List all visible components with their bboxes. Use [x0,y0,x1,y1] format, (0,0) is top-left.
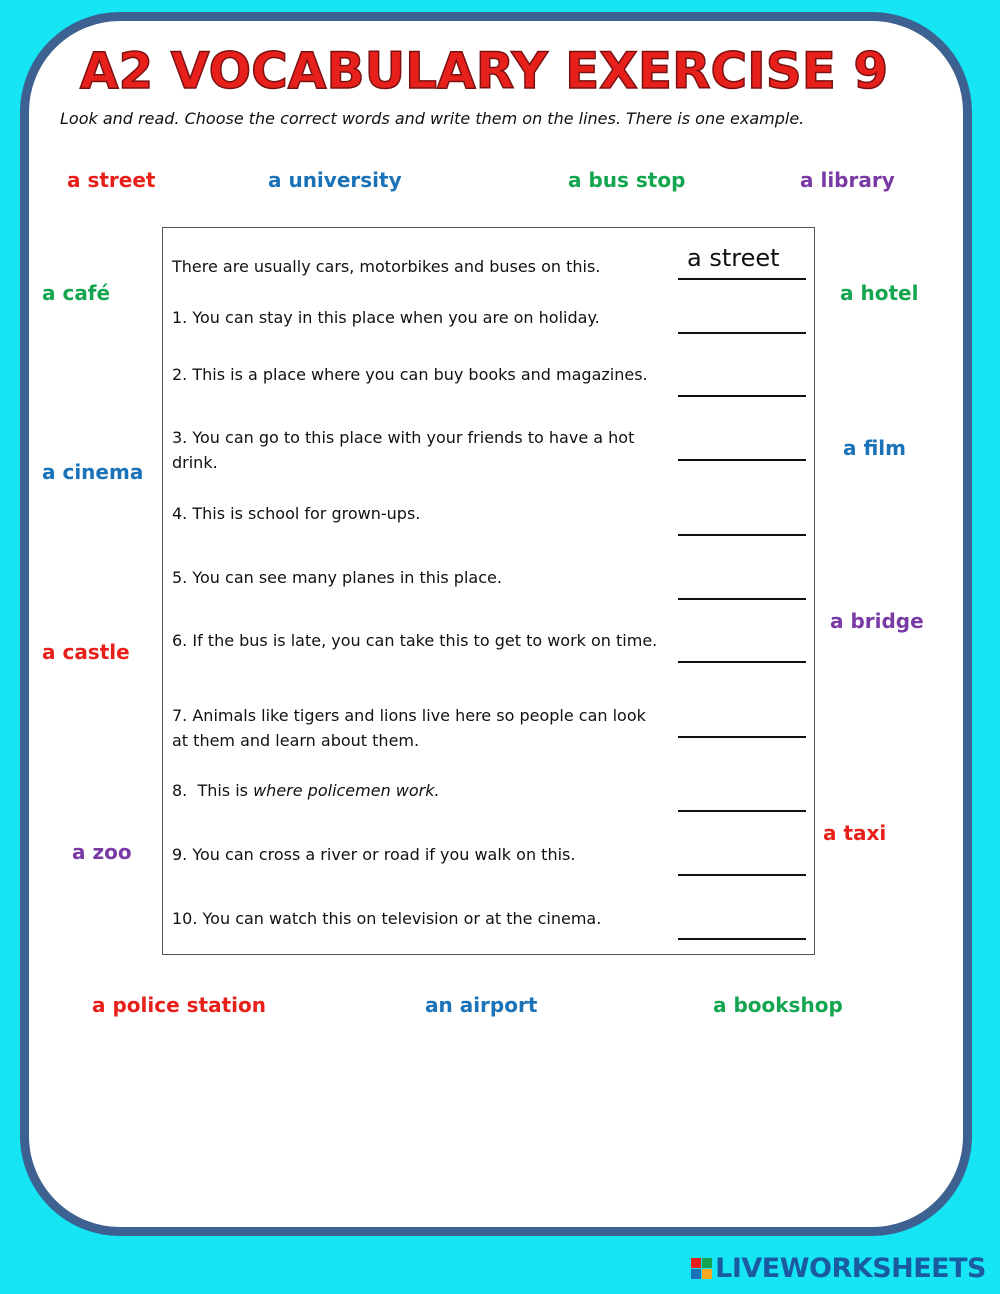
questions-box [162,227,815,955]
question-5: 5. You can see many planes in this place. [172,568,502,587]
example-question: There are usually cars, motorbikes and buses on this. [172,257,601,276]
word-bank-item: a bus stop [568,168,686,192]
answer-line-8[interactable] [678,810,806,812]
answer-line-1[interactable] [678,332,806,334]
answer-line-9[interactable] [678,874,806,876]
answer-line-10[interactable] [678,938,806,940]
liveworksheets-logo [691,1253,986,1284]
question-10: 10. You can watch this on television or at the cinema. [172,909,602,928]
question-4: 4. This is school for grown-ups. [172,504,421,523]
word-bank-item: a zoo [72,840,132,864]
word-bank-item: a bridge [830,609,924,633]
brand-name: LIVEWORKSHEETS [715,1253,986,1284]
example-answer-line [678,278,806,280]
word-bank-item: a hotel [840,281,919,305]
word-bank-item: a cinema [42,460,144,484]
word-bank-item: an airport [425,993,538,1017]
instructions: Look and read. Choose the correct words and write them on the lines. There is one example. [60,109,805,128]
answer-line-5[interactable] [678,598,806,600]
question-1: 1. You can stay in this place when you are on holiday. [172,308,600,327]
question-8: 8. This is where policemen work. [172,781,440,800]
example-answer: a street [687,244,780,272]
word-bank-item: a castle [42,640,130,664]
question-2: 2. This is a place where you can buy books and magazines. [172,365,648,384]
logo-tile [691,1269,701,1279]
worksheet-title: A2 VOCABULARY EXERCISE 9 [79,42,889,100]
question-6: 6. If the bus is late, you can take this to get to work on time. [172,631,658,650]
answer-line-3[interactable] [678,459,806,461]
question-9: 9. You can cross a river or road if you walk on this. [172,845,576,864]
word-bank-item: a police station [92,993,266,1017]
answer-line-4[interactable] [678,534,806,536]
word-bank-item: a library [800,168,895,192]
word-bank-item: a bookshop [713,993,843,1017]
logo-mark-icon [691,1258,712,1279]
answer-line-7[interactable] [678,736,806,738]
word-bank-item: a film [843,436,906,460]
question-7: 7. Animals like tigers and lions live here so people can look at them and learn about them. [172,706,646,750]
word-bank-item: a university [268,168,402,192]
answer-line-6[interactable] [678,661,806,663]
word-bank-item: a street [67,168,156,192]
logo-tile [702,1258,712,1268]
word-bank-item: a taxi [823,821,887,845]
logo-tile [691,1258,701,1268]
logo-tile [702,1269,712,1279]
answer-line-2[interactable] [678,395,806,397]
word-bank-item: a café [42,281,111,305]
question-3: 3. You can go to this place with your friends to have a hot drink. [172,428,635,472]
